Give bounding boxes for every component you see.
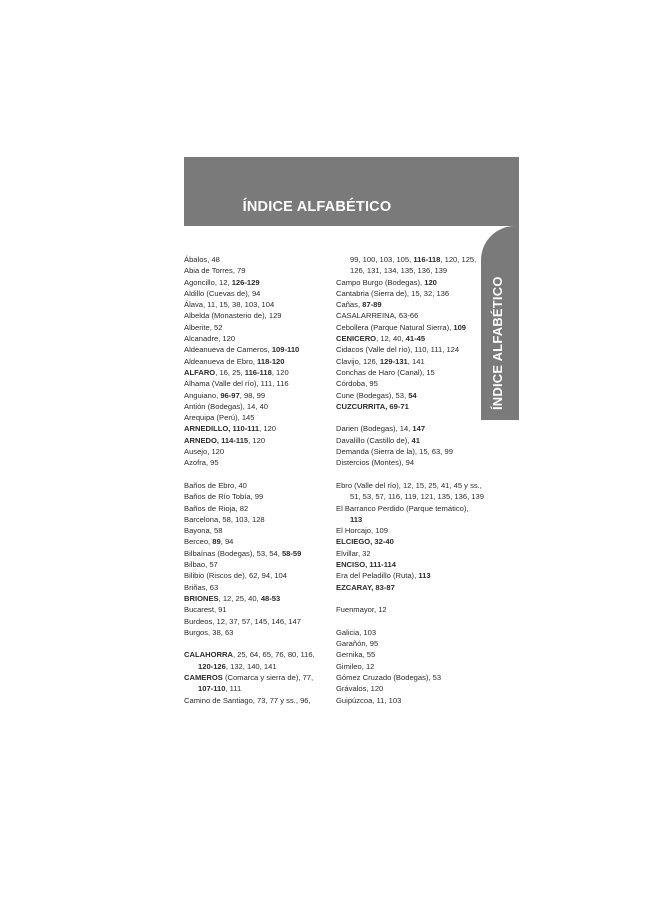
entry-text: Era del Peladillo (Ruta), — [336, 571, 419, 581]
index-entry — [184, 299, 326, 310]
index-entry — [184, 683, 326, 694]
index-entry — [336, 344, 486, 355]
entry-text: Gimileo, 12 — [336, 661, 375, 671]
index-entry — [336, 356, 486, 367]
entry-text: Cañas, — [336, 300, 363, 310]
entry-text: CASALARREINA, 63-66 — [336, 311, 419, 321]
index-entry — [336, 638, 486, 649]
entry-text: Grávalos, 120 — [336, 684, 384, 694]
index-entry — [184, 390, 326, 401]
entry-text: El Horcajo, 109 — [336, 526, 388, 536]
entry-text-bold: 41-45 — [405, 334, 426, 344]
index-entry — [336, 582, 486, 593]
index-entry — [336, 322, 486, 333]
index-entry — [336, 548, 486, 559]
index-entry — [336, 695, 486, 706]
index-entry — [336, 277, 486, 288]
entry-text-bold: BRIONES — [184, 593, 219, 603]
entry-text: , 12, 25, 40, — [218, 593, 261, 603]
entry-text: , 120 — [248, 435, 266, 445]
entry-text: Ausejo, 120 — [184, 447, 225, 457]
entry-text: Cantabria (Sierra de), 15, 32, 136 — [336, 288, 450, 298]
index-entry — [336, 446, 486, 457]
entry-text: Anguiano, — [184, 390, 221, 400]
entry-text-bold: ALFARO — [184, 367, 216, 377]
index-entry — [184, 582, 326, 593]
entry-text: , 98, 99 — [239, 390, 266, 400]
index-entry — [336, 683, 486, 694]
index-entry — [336, 390, 486, 401]
index-entry — [336, 333, 486, 344]
index-entry — [184, 457, 326, 468]
entry-text-bold: 48-53 — [260, 593, 281, 603]
page-title: ÍNDICE ALFABÉTICO — [242, 199, 392, 215]
index-entry — [184, 695, 326, 706]
index-entry — [184, 401, 326, 412]
index-entry — [184, 616, 326, 627]
entry-text: , 111 — [225, 684, 242, 694]
index-entry — [184, 367, 326, 378]
entry-gap — [336, 469, 486, 480]
index-entry — [184, 288, 326, 299]
entry-text: 51, 53, 57, 116, 119, 121, 135, 136, 139 — [350, 492, 484, 502]
index-entry — [184, 548, 326, 559]
entry-text: Baños de Río Tobía, 99 — [184, 492, 264, 502]
entry-text-bold: ELCIEGO, 32-40 — [336, 537, 394, 547]
entry-text-bold: 116-118 — [244, 367, 272, 377]
index-entry — [336, 401, 486, 412]
entry-text: Berceo, — [184, 537, 213, 547]
entry-text: Arequipa (Perú), 145 — [184, 413, 255, 423]
entry-text: Aldeanueva de Cameros, — [184, 345, 272, 355]
entry-text: Distercios (Montes), 94 — [336, 458, 415, 468]
index-entry — [184, 265, 326, 276]
index-entry — [184, 627, 326, 638]
index-entry — [184, 344, 326, 355]
index-entry — [336, 514, 486, 525]
index-entry — [336, 570, 486, 581]
index-entry — [336, 604, 486, 615]
entry-text: Campo Burgo (Bodegas), — [336, 277, 425, 287]
entry-text-bold: ARNEDO, 114-115 — [184, 435, 249, 445]
entry-text: Burdeos, 12, 37, 57, 145, 146, 147 — [184, 616, 301, 626]
index-entry — [336, 559, 486, 570]
index-entry — [184, 333, 326, 344]
index-column-left — [184, 254, 326, 706]
index-entry — [184, 423, 326, 434]
entry-text: Camino de Santiago, 73, 77 y ss., 96, — [184, 695, 311, 705]
index-entry — [336, 299, 486, 310]
entry-text-bold: 113 — [418, 571, 431, 581]
entry-text-bold: 113 — [350, 514, 363, 524]
entry-text: Davalillo (Castillo de), — [336, 435, 412, 445]
index-entry — [336, 265, 486, 276]
entry-text: Garañón, 95 — [336, 639, 379, 649]
index-entry — [184, 559, 326, 570]
entry-text: Baños de Rioja, 82 — [184, 503, 249, 513]
index-entry — [184, 525, 326, 536]
index-entry — [184, 378, 326, 389]
index-entry — [336, 367, 486, 378]
entry-text: Bucarest, 91 — [184, 605, 227, 615]
index-entry — [184, 322, 326, 333]
index-entry — [184, 412, 326, 423]
index-entry — [184, 661, 326, 672]
entry-text-bold: 109 — [453, 322, 467, 332]
index-entry — [336, 627, 486, 638]
entry-gap — [336, 593, 486, 604]
entry-text: Gómez Cruzado (Bodegas), 53 — [336, 672, 442, 682]
entry-text-bold: 129-131 — [379, 356, 408, 366]
entry-text: Fuenmayor, 12 — [336, 605, 387, 615]
index-entry — [184, 514, 326, 525]
index-entry — [336, 457, 486, 468]
entry-text: Bayona, 58 — [184, 526, 223, 536]
entry-text-bold: CUZCURRITA, 69-71 — [336, 401, 409, 411]
entry-text: Albelda (Monasterio de), 129 — [184, 311, 282, 321]
entry-text: Darien (Bodegas), 14, — [336, 424, 413, 434]
entry-text: Aldillo (Cuevas de), 94 — [184, 288, 261, 298]
entry-text: Galicia, 103 — [336, 627, 377, 637]
index-entry — [184, 491, 326, 502]
index-entry — [336, 254, 486, 265]
index-entry — [184, 570, 326, 581]
entry-text: , 120, 125, — [440, 255, 477, 264]
entry-gap — [184, 469, 326, 480]
entry-text: , 25, 64, 65, 76, 80, 116, — [232, 650, 315, 660]
entry-text: , 120 — [259, 424, 277, 434]
entry-text: Ebro (Valle del río), 12, 15, 25, 41, 45 y ss., — [336, 480, 482, 490]
entry-text-bold: 107-110 — [198, 684, 226, 694]
entry-text: , 141 — [407, 356, 425, 366]
entry-text: Abia de Torres, 79 — [184, 266, 246, 276]
index-entry — [184, 536, 326, 547]
entry-text-bold: CAMEROS — [184, 672, 223, 682]
index-entry — [336, 536, 486, 547]
entry-text: Alhama (Valle del río), 111, 116 — [184, 379, 289, 389]
index-entry — [184, 480, 326, 491]
entry-text-bold: 41 — [411, 435, 420, 445]
entry-text-bold: 120-126 — [198, 661, 226, 671]
index-entry — [336, 525, 486, 536]
entry-text: Cune (Bodegas), 53, — [336, 390, 409, 400]
entry-text-bold: 54 — [408, 390, 417, 400]
entry-text-bold: 58-59 — [281, 548, 302, 558]
index-column-right — [336, 254, 486, 706]
entry-text-bold: ARNEDILLO, 110-111 — [184, 424, 260, 434]
index-entry — [336, 503, 486, 514]
entry-text-bold: EZCARAY, 83-87 — [336, 582, 395, 592]
header-band — [184, 157, 519, 226]
entry-text: Guipúzcoa, 11, 103 — [336, 695, 402, 705]
index-entry — [184, 649, 326, 660]
entry-text: Azofra, 95 — [184, 458, 219, 468]
entry-text: , 120 — [271, 367, 289, 377]
entry-text: Aldeanueva de Ebro, — [184, 356, 258, 366]
entry-text: Elvillar, 32 — [336, 548, 371, 558]
entry-text: El Barranco Perdido (Parque temático), — [336, 503, 469, 513]
entry-text: Gernika, 55 — [336, 650, 376, 660]
entry-text-bold: 96-97 — [220, 390, 240, 400]
entry-text-bold: 116-118 — [413, 255, 441, 264]
index-entry — [184, 356, 326, 367]
index-entry — [336, 378, 486, 389]
entry-text: Burgos, 38, 63 — [184, 627, 234, 637]
index-entry — [184, 435, 326, 446]
entry-text-bold: 118-120 — [257, 356, 285, 366]
index-entry — [184, 503, 326, 514]
entry-text: Bilbao, 57 — [184, 560, 218, 570]
index-entry — [336, 491, 486, 502]
entry-text-bold: 126-129 — [231, 277, 260, 287]
entry-text: Bilibio (Riscos de), 62, 94, 104 — [184, 571, 287, 581]
index-entry — [184, 310, 326, 321]
index-entry — [336, 288, 486, 299]
entry-text: , 94 — [220, 537, 234, 547]
index-entry — [336, 423, 486, 434]
entry-text: 99, 100, 103, 105, — [350, 255, 414, 264]
index-entry — [336, 480, 486, 491]
entry-gap — [336, 616, 486, 627]
entry-text: , 132, 140, 141 — [225, 661, 277, 671]
index-entry — [184, 277, 326, 288]
entry-text: Clavijo, 126, — [336, 356, 380, 366]
entry-text: Demanda (Sierra de la), 15, 63, 99 — [336, 447, 453, 457]
index-entry — [336, 310, 486, 321]
index-entry — [184, 593, 326, 604]
entry-text-bold: 109-110 — [271, 345, 300, 355]
entry-text-bold: 147 — [412, 424, 426, 434]
entry-text: Bilbaínas (Bodegas), 53, 54, — [184, 548, 282, 558]
entry-text: Agoncillo, 12, — [184, 277, 232, 287]
index-entry — [184, 446, 326, 457]
index-entry — [184, 604, 326, 615]
entry-text-bold: ENCISO, 111-114 — [336, 560, 396, 570]
index-entry — [336, 661, 486, 672]
entry-text: , 16, 25, — [215, 367, 245, 377]
entry-text: Antión (Bodegas), 14, 40 — [184, 401, 269, 411]
entry-text: Alberite, 52 — [184, 322, 223, 332]
index-entry — [184, 254, 326, 265]
index-entry — [336, 435, 486, 446]
entry-text: Briñas, 63 — [184, 582, 219, 592]
index-entry — [184, 672, 326, 683]
entry-text: Alcanadre, 120 — [184, 334, 236, 344]
entry-text: Córdoba, 95 — [336, 379, 378, 389]
entry-text: Ábalos, 48 — [184, 255, 220, 264]
entry-gap — [184, 638, 326, 649]
entry-text: Barcelona, 58, 103, 128 — [184, 514, 265, 524]
entry-text: , 12, 40, — [376, 334, 406, 344]
side-tab-label: ÍNDICE ALFABÉTICO — [490, 276, 505, 410]
entry-text-bold: 120 — [424, 277, 437, 287]
entry-text-bold: CENICERO — [336, 334, 377, 344]
entry-text-bold: CALAHORRA — [184, 650, 233, 660]
entry-text: Cidacos (Valle del río), 110, 111, 124 — [336, 345, 460, 355]
index-entry — [336, 672, 486, 683]
entry-text: Cebollera (Parque Natural Sierra), — [336, 322, 454, 332]
entry-gap — [336, 412, 486, 423]
entry-text: Conchas de Haro (Canal), 15 — [336, 367, 435, 377]
entry-text: (Comarca y sierra de), 77, — [222, 672, 314, 682]
index-entry — [336, 649, 486, 660]
entry-text: Baños de Ebro, 40 — [184, 480, 247, 490]
entry-text-bold: 87-89 — [362, 300, 382, 310]
entry-text-bold: 89 — [212, 537, 221, 547]
entry-text: Álava, 11, 15, 38, 103, 104 — [184, 300, 275, 310]
entry-text: 126, 131, 134, 135, 136, 139 — [350, 266, 448, 276]
